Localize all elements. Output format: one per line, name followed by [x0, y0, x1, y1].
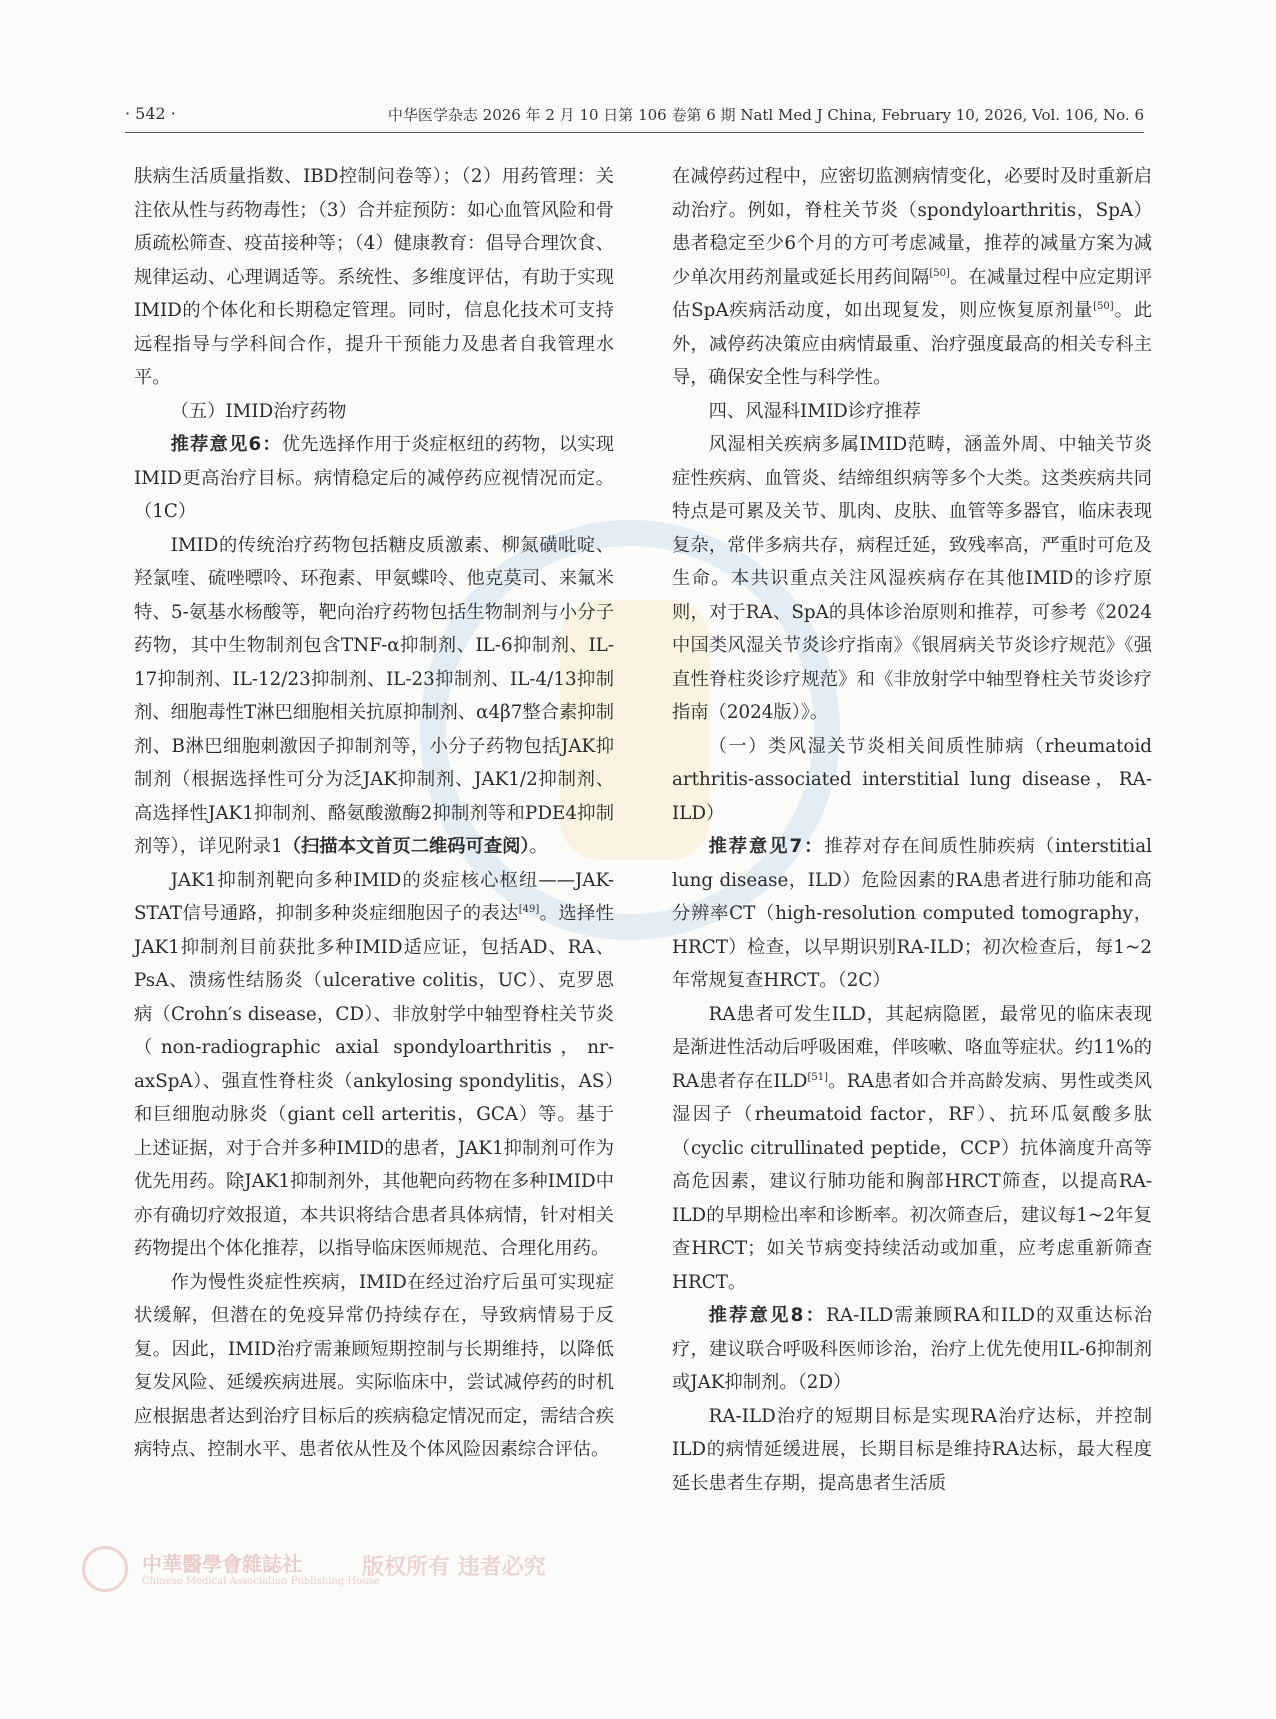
paragraph-left-3: IMID的传统治疗药物包括糖皮质激素、柳氮磺吡啶、羟氯喹、硫唑嘌呤、环孢素、甲氨蝶呤、他克莫司、来氟米特、5-氨基水杨酸等，靶向治疗药物包括生物制剂与小分子药物，其中生物制剂包含TNF-α抑制剂、IL-6抑制剂、IL-17抑制剂、IL-12/23抑制剂、IL-23抑制剂、IL-4/13抑制剂、细胞毒性T淋巴细胞相关抗原抑制剂、α4β7整合素抑制剂、B淋巴细胞刺激因子抑制剂等，小分子药物包括JAK抑制剂（根据选择性可分为泛JAK抑制剂、JAK1/2抑制剂、高选择性JAK1抑制剂、酪氨酸激酶2抑制剂等和PDE4抑制剂等），详见附录1（扫描本文首页二维码可查阅）。 [134, 534, 614, 857]
page-number: · 542 · [125, 104, 176, 123]
section-heading-drugs: （五）IMID治疗药物 [170, 400, 347, 422]
paragraph-right-2: 风湿相关疾病多属IMID范畴，涵盖外周、中轴关节炎症性疾病、血管炎、结缔组织病等多个大类。这类疾病共同特点是可累及关节、肌肉、皮肤、血管等多器官，临床表现复杂，常伴多病共存，病程迁延，致残率高，严重时可危及生命。本共识重点关注风湿疾病存在其他IMID的诊疗原则，对于RA、SpA的具体诊治原则和推荐，可参考《2024中国类风湿关节炎诊疗指南》《银屑病关节炎诊疗规范》《强直性脊柱炎诊疗规范》和《非放射学中轴型脊柱关节炎诊疗指南（2024版）》。 [672, 434, 1152, 723]
section-heading-rheumatology: 四、风湿科IMID诊疗推荐 [708, 400, 921, 422]
right-column [672, 160, 1152, 1500]
citation-ref: [50] [929, 267, 950, 279]
recommendation-8: 推荐意见8：RA-ILD需兼顾RA和ILD的双重达标治疗，建议联合呼吸科医师诊治，治疗上优先使用IL-6抑制剂或JAK抑制剂。（2D） [672, 1305, 1152, 1393]
page-header [0, 0, 1276, 140]
paragraph-left-0: 肤病生活质量指数、IBD控制问卷等）；（2）用药管理：关注依从性与药物毒性；（3）合并症预防：如心血管风险和骨质疏松筛查、疫苗接种等；（4）健康教育：倡导合理饮食、规律运动、心理调适等。系统性、多维度评估，有助于实现IMID的个体化和长期稳定管理。同时，信息化技术可支持远程指导与学科间合作，提升干预能力及患者自我管理水平。 [134, 166, 614, 388]
header-rule [125, 132, 1144, 133]
recommendation-7: 推荐意见7：推荐对存在间质性肺疾病（interstitial lung disease，ILD）危险因素的RA患者进行肺功能和高分辨率CT（high-resolution computed tomography，HRCT）检查，以早期识别RA-ILD；初次检查后，每1~2年常规复查HRCT。（2C） [672, 836, 1152, 991]
section-heading-ra-ild: （一）类风湿关节炎相关间质性肺病（rheumatoid arthritis-associated interstitial lung disease，RA-ILD） [672, 735, 1152, 824]
publisher-logo-icon [82, 1546, 128, 1592]
publisher-watermark [82, 1542, 642, 1602]
publisher-name: 中華醫學會雜誌社 [142, 1552, 302, 1576]
paragraph-left-5: 作为慢性炎症性疾病，IMID在经过治疗后虽可实现症状缓解，但潜在的免疫异常仍持续存在，导致病情易于反复。因此，IMID治疗需兼顾短期控制与长期维持，以降低复发风险、延缓疾病进展。实际临床中，尝试减停药的时机应根据患者达到治疗目标后的疾病稳定情况而定，需结合疾病特点、控制水平、患者依从性及个体风险因素综合评估。 [134, 1271, 614, 1460]
citation-ref: [50] [1093, 300, 1114, 312]
paragraph-right-0: 在减停药过程中，应密切监测病情变化，必要时及时重新启动治疗。例如，脊柱关节炎（spondyloarthritis，SpA）患者稳定至少6个月的方可考虑减量，推荐的减量方案为减少单次用药剂量或延长用药间隔[50]。在减量过程中应定期评估SpA疾病活动度，如出现复发，则应恢复原剂量[50]。此外，减停药决策应由病情最重、治疗强度最高的相关专科主导，确保安全性与科学性。 [672, 166, 1153, 388]
citation-ref: [51] [807, 1071, 828, 1083]
paragraph-left-4: JAK1抑制剂靶向多种IMID的炎症核心枢纽——JAK-STAT信号通路，抑制多种炎症细胞因子的表达[49]。选择性JAK1抑制剂目前获批多种IMID适应证，包括AD、RA、PsA、溃疡性结肠炎（ulcerative colitis，UC）、克罗恩病（Crohn′s disease，CD）、非放射学中轴型脊柱关节炎（non-radiographic axial spondyloarthritis，nr-axSpA）、强直性脊柱炎（ankylosing spondylitis，AS）和巨细胞动脉炎（giant cell arteritis，GCA）等。基于上述证据，对于合并多种IMID的患者，JAK1抑制剂可作为优先用药。除JAK1抑制剂外，其他靶向药物在多种IMID中亦有确切疗效报道，本共识将结合患者具体病情，针对相关药物提出个体化推荐，以指导临床医师规范、合理化用药。 [134, 869, 614, 1259]
paragraph-right-7: RA-ILD治疗的短期目标是实现RA治疗达标，并控制ILD的病情延缓进展，长期目标是维持RA达标，最大程度延长患者生存期，提高患者生活质 [672, 1405, 1152, 1494]
recommendation-6: 推荐意见6：优先选择作用于炎症枢纽的药物，以实现IMID更高治疗目标。病情稳定后的减停药应视情况而定。（1C） [134, 434, 614, 522]
citation-ref: [49] [518, 903, 540, 915]
journal-citation: 中华医学杂志 2026 年 2 月 10 日第 106 卷第 6 期 Natl Med J China, February 10, 2026, Vol. 106, No. 6 [387, 106, 1144, 124]
left-column [134, 160, 614, 1467]
publisher-name-en: Chinese Medical Association Publishing House [142, 1576, 380, 1587]
paragraph-right-5: RA患者可发生ILD，其起病隐匿，最常见的临床表现是渐进性活动后呼吸困难，伴咳嗽、咯血等症状。约11%的RA患者存在ILD[51]。RA患者如合并高龄发病、男性或类风湿因子（rheumatoid factor，RF）、抗环瓜氨酸多肽（cyclic citrullinated peptide，CCP）抗体滴度升高等高危因素，建议行肺功能和胸部HRCT筛查，以提高RA-ILD的早期检出率和诊断率。初次筛查后，建议每1~2年复查HRCT；如关节病变持续活动或加重，应考虑重新筛查HRCT。 [672, 1003, 1152, 1293]
copyright-notice: 版权所有 违者必究 [362, 1554, 546, 1580]
